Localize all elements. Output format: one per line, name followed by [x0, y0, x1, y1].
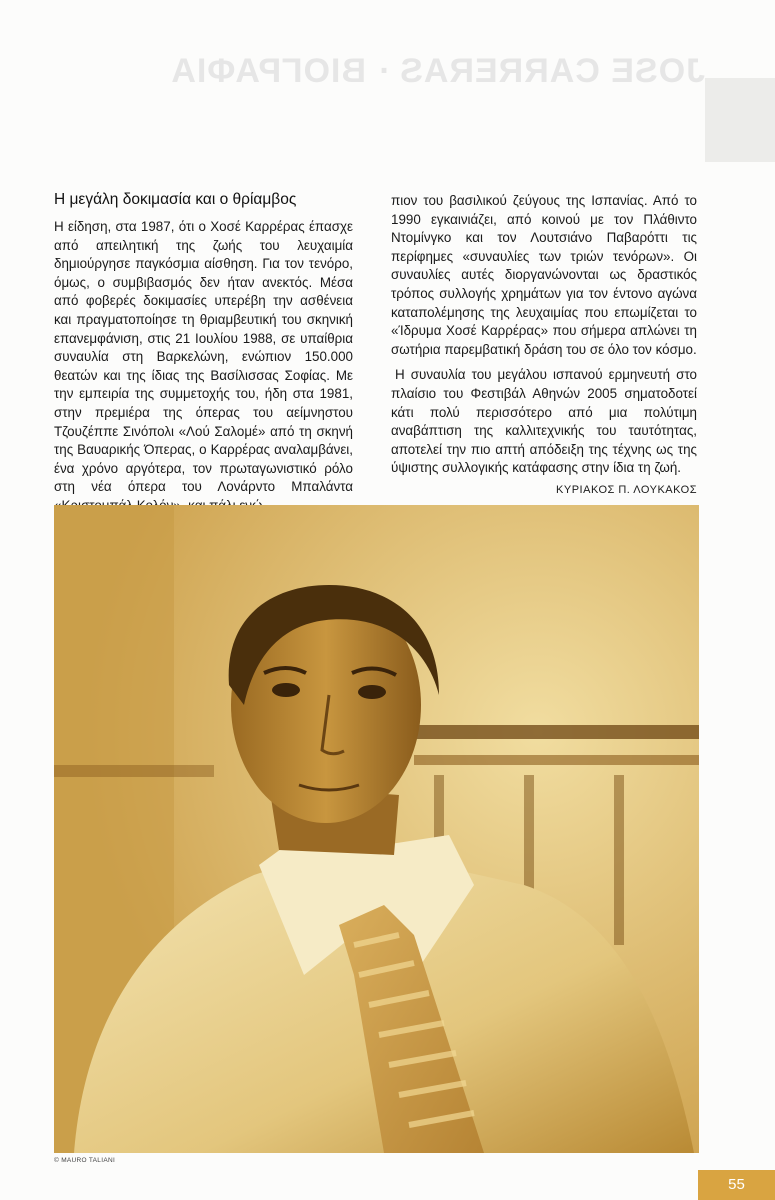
portrait-photo: [54, 505, 699, 1153]
photo-credit: © MAURO TALIANI: [54, 1157, 116, 1164]
page-number: 55: [698, 1170, 775, 1200]
article-paragraph: πιον του βασιλικού ζεύγους της Ισπανίας. Από το 1990 εγκαινιάζει, από κοινού με τον Πλάθιντο Ντομίνγκο και τον Λουτσιάνο Παβαρόττι τις περίφημες «συναυλίες των τριών τενόρων». Οι συναυλίες αυτές διοργανώνονται ως δραστικός τρόπος συλλογής χρημάτων για τον έντονο αγώνα καταπολέμησης της λευχαιμίας που επωμίζεται το «Ίδρυμα Χοσέ Καρρέρας» που σήμερα απλώνει τη σωτήρια παρεμβατική δράση του σε όλο τον κόσμο.: [391, 193, 697, 357]
section-tab: [705, 78, 775, 162]
article-paragraph: Η συναυλία του μεγάλου ισπανού ερμηνευτή στο πλαίσιο του Φεστιβάλ Αθηνών 2005 σηματοδοτεί κάτι πολύ περισσότερο από μια πολύτιμη αναβάπτιση της καλλιτεχνικής του ταυτότητας, αποτελεί την πιο απτή απόδειξη της τέχνης ως της ύψιστης συλλογικής κατάφασης στην ίδια τη ζωή.: [391, 367, 697, 476]
show-through-header: JOSE CARRERAS · ΒΙΟΓΡΑΦΙΑ: [170, 52, 705, 90]
article-left-column: [54, 190, 353, 516]
portrait-illustration: [54, 505, 699, 1153]
article-paragraph: Η είδηση, στα 1987, ότι ο Χοσέ Καρρέρας έπασχε από απειλητική της ζωής του λευχαιμία δημιούργησε παγκόσμια αίσθηση. Για τον τενόρο, όμως, ο συμβιβασμός δεν ήταν ανεκτός. Μέσα από φοβερές δοκιμασίες υπερέβη την ασθένεια και πραγματοποίησε τη θριαμβευτική του σκηνική επανεμφάνιση, στις 21 Ιουλίου 1988, σε υπαίθρια συναυλία στη Βαρκελώνη, ενώπιον 150.000 θεατών και της ίδιας της Βασίλισσας Σοφίας. Με την εμπειρία της συμμετοχής του, ήδη στα 1981, στην πρεμιέρα της όπερας του αείμνηστου Τζουζέππε Σινόπολι «Λού Σαλομέ» από τη σκηνή της Βαυαρικής Όπερας, ο Καρρέρας αναλαμβάνει, ένα χρόνο αργότερα, τον πρωταγωνιστικό ρόλο στη νέα όπερα του Λονάρντο Μπαλάντα: [54, 219, 353, 495]
article-heading: Η μεγάλη δοκιμασία και ο θρίαμβος: [54, 191, 297, 208]
article-author: ΚΥΡΙΑΚΟΣ Π. ΛΟΥΚΑΚΟΣ: [556, 483, 697, 496]
article-right-column: [391, 192, 697, 498]
